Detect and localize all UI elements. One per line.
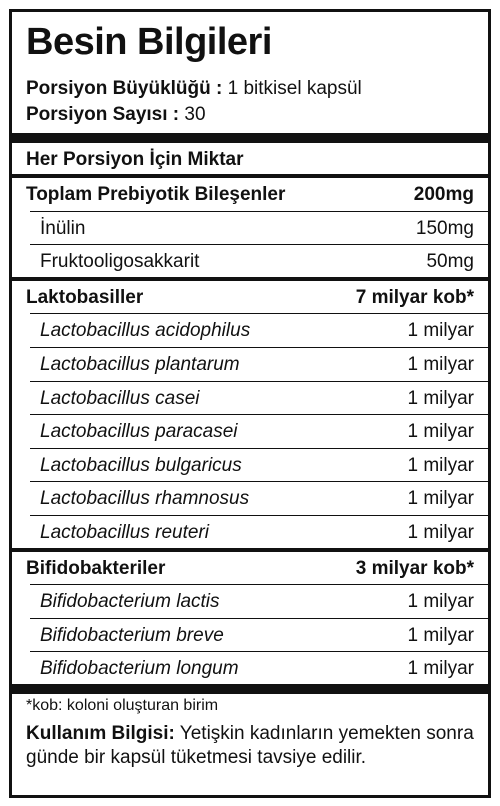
nutrient-value: 1 milyar [407, 488, 474, 510]
nutrient-value: 150mg [415, 217, 474, 239]
nutrient-name: Fruktooligosakkarit [40, 251, 200, 273]
nutrient-value: 1 milyar [407, 591, 474, 613]
serving-size-value: 1 bitkisel kapsül [227, 78, 362, 99]
group-row [12, 178, 488, 211]
nutrient-value: 1 milyar [407, 624, 474, 646]
nutrient-name: Bifidobacterium longum [40, 658, 239, 680]
nutrient-value: 1 milyar [407, 454, 474, 476]
nutrient-row [12, 212, 488, 245]
per-serving-header: Her Porsiyon İçin Miktar [26, 149, 244, 170]
servings-value: 30 [184, 104, 206, 125]
nutrient-value: 50mg [426, 251, 474, 273]
nutrient-row [12, 382, 488, 415]
nutrient-value: 1 milyar [407, 354, 474, 375]
nutrient-row [12, 314, 488, 347]
nutrient-row [12, 482, 488, 515]
usage-text: Yetişkin kadınların yemekten sonra günde bir kapsül tüketmesi tavsiye edilir. [26, 723, 474, 768]
nutrient-row [12, 585, 488, 618]
nutrient-value: 1 milyar [407, 658, 474, 680]
serving-size [26, 78, 362, 100]
group-value: 200mg [413, 184, 474, 205]
group-name: Toplam Prebiyotik Bileşenler [26, 184, 286, 205]
nutrient-name: Lactobacillus acidophilus [40, 320, 251, 342]
nutrient-row [12, 245, 488, 278]
nutrient-name: Lactobacillus casei [40, 387, 200, 409]
group-row [12, 281, 488, 314]
nutrient-value: 1 milyar [407, 421, 474, 443]
nutrient-row [12, 348, 488, 381]
nutrient-row [12, 619, 488, 652]
nutrient-row [12, 652, 488, 685]
serving-size-label: Porsiyon Büyüklüğü : [26, 78, 223, 99]
servings-label: Porsiyon Sayısı : [26, 104, 180, 125]
nutrient-name: İnülin [40, 217, 86, 239]
usage-info [26, 722, 476, 770]
footnote: *kob: koloni oluşturan birim [26, 697, 219, 714]
panel-title: Besin Bilgileri [26, 21, 272, 63]
section-divider [12, 684, 488, 694]
nutrient-row [12, 516, 488, 549]
nutrient-row [12, 449, 488, 482]
nutrition-facts-panel [9, 9, 491, 798]
group-value: 7 milyar kob* [355, 286, 474, 308]
nutrient-name: Bifidobacterium lactis [40, 591, 220, 613]
nutrient-name: Lactobacillus bulgaricus [40, 454, 242, 476]
nutrient-name: Lactobacillus plantarum [40, 354, 240, 375]
group-name: Laktobasiller [26, 286, 144, 308]
nutrient-name: Lactobacillus rhamnosus [40, 488, 250, 510]
nutrient-value: 1 milyar [407, 387, 474, 409]
group-value: 3 milyar kob* [355, 557, 474, 579]
nutrient-name: Bifidobacterium breve [40, 624, 224, 646]
group-name: Bifidobakteriler [26, 557, 166, 579]
thick-divider [12, 133, 488, 143]
nutrient-row [12, 415, 488, 448]
group-row [12, 552, 488, 585]
nutrient-name: Lactobacillus paracasei [40, 421, 238, 443]
nutrient-name: Lactobacillus reuteri [40, 522, 209, 543]
usage-label: Kullanım Bilgisi: [26, 723, 175, 744]
nutrient-value: 1 milyar [407, 320, 474, 342]
servings-per-container [26, 104, 206, 126]
nutrient-value: 1 milyar [407, 522, 474, 543]
